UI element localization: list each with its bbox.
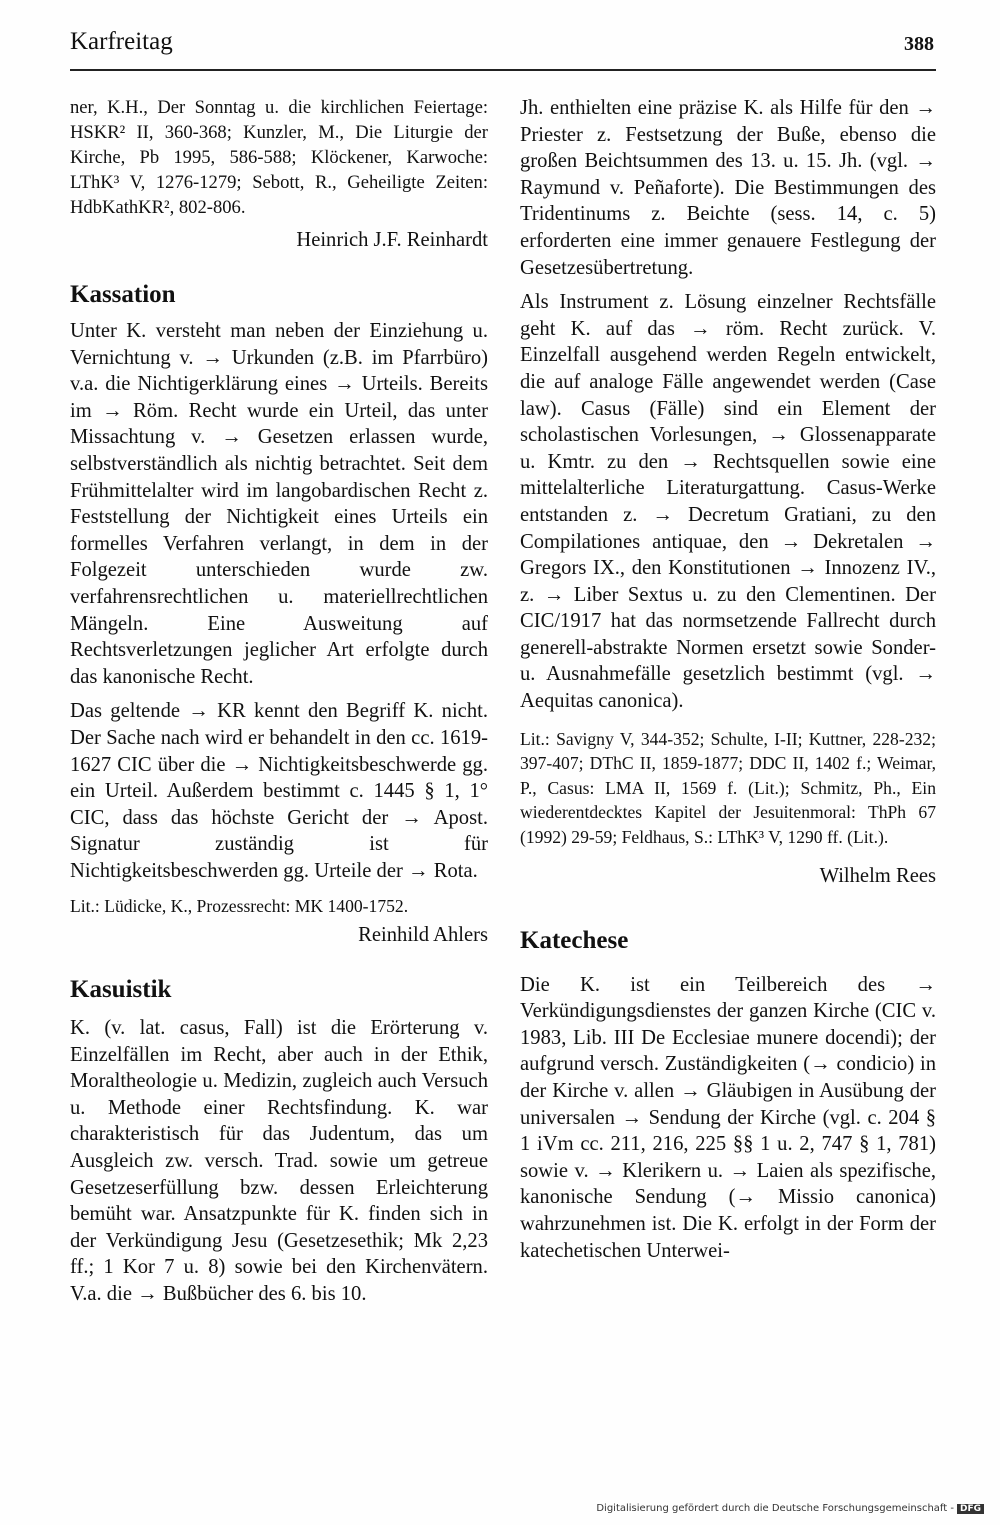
katechese-paragraph-1: Die K. ist ein Teilbereich des → Verkündigungsdienstes der ganzen Kirche (CIC v. 1983, Lib. III De Ecclesiae munere docendi); der aufgrund versch. Zuständigkeiten (→ condicio) in der Kirche v. allen → Gläubigen in Ausübung der universalen → Sendung der Kirche (vgl. c. 204 § 1 iVm cc. 211, 216, 225 §§ 1 u. 2, 747 § 1, 781) sowie v. → Klerikern u. → Laien als spezifische, kanonische Sendung (→ Missio canonica) wahrzunehmen ist. Die K. erfolgt in der Form der katechetischen Unterwei- xyxy=(520,973,936,1262)
running-head-title: Karfreitag xyxy=(70,28,173,55)
heading-katechese: Katechese xyxy=(520,926,629,954)
heading-kasuistik: Kasuistik xyxy=(70,976,172,1004)
kassation-paragraph-2: Das geltende → KR kennt den Begriff K. nicht. Der Sache nach wird er behandelt in den cc. 1619-1627 CIC über die → Nichtigkeitsbeschwerde gg. ein Urteil. Außerdem bestimmt c. 1445 § 1, 1° CIC, dass das höchste Gericht der → Apost. Signatur zuständig ist für Nichtigkeitsbeschwerden gg. Urteile der → Rota. xyxy=(70,700,488,882)
digitization-footer xyxy=(596,1503,984,1514)
kasuistik-paragraph-2: Als Instrument z. Lösung einzelner Rechtsfälle geht K. auf das → röm. Recht zurück. V. Einzelfall ausgehend werden Regeln entwickelt, die auf analoge Fälle angewendet werden (Case law). Casus (Fälle) sind ein Element der scholastischen Vorlesungen, → Glossenapparate u. Kmtr. zu den → Rechtsquellen sowie eine mittelalterliche Literaturgattung. Casus-Werke entstanden z. → Decretum Gratiani, zu den Compilationes antiquae, den → Dekretalen → Gregors IX., den Konstitutionen → Innozenz IV., z. → Liber Sextus u. zu den Clementinen. Der CIC/1917 hat das normsetzende Fallrecht durch generell-abstrakte Normen ersetzt sowie Sonder- u. Ausnahmefälle gesetzlich bestimmt (vgl. → Aequitas canonica). xyxy=(520,291,936,713)
page-number: 388 xyxy=(904,33,934,55)
footer-text: Digitalisierung gefördert durch die Deutsche Forschungsgemeinschaft - xyxy=(596,1503,954,1514)
right-column xyxy=(520,95,936,1264)
kasuistik-paragraph-1-start: K. (v. lat. casus, Fall) ist die Erörterung v. Einzelfällen im Recht, aber auch in der Ethik, Moraltheologie u. Medizin, zugleich auch Versuch u. Methode einer Rechtsfindung. K. war charakteristisch für das Judentum, das um Ausgleich zw. versch. Trad. sowie um getreue Gesetzeserfüllung bzw. dessen Erleichterung bemüht war. Ansatzpunkte für K. finden sich in der Verkündigung Jesu (Gesetzesethik; Mk 2,23 ff.; 1 Kor 7 u. 8) sowie bei den Kirchenvätern. V.a. die → Bußbücher des 6. bis 10. xyxy=(70,1017,488,1305)
kasuistik-author: Wilhelm Rees xyxy=(819,864,936,887)
kasuistik-paragraph-1-continued: Jh. enthielten eine präzise K. als Hilfe für den → Priester z. Festsetzung der Buße, ebenso die großen Beichtsummen des 13. u. 15. Jh. (vgl. → Raymund v. Peñaforte). Die Bestimmungen des Tridentinums z. Beichte (sess. 14, c. 5) erforderten eine immer genauere Festlegung der Gesetzesübertretung. xyxy=(520,97,936,279)
header-rule xyxy=(70,69,936,71)
kasuistik-literature: Lit.: Savigny V, 344-352; Schulte, I-II; Kuttner, 228-232; 397-407; DThC II, 1859-1877; DDC II, 1402 f.; Weimar, P., Casus: LMA II, 1569 f. (Lit.); Schmitz, Ph., Ein wiederentdecktes Kapitel der Jesuitenmoral: ThPh 67 (1992) 29-59; Feldhaus, S.: LThK³ V, 1290 ff. (Lit.). xyxy=(520,728,936,848)
karfreitag-literature: ner, K.H., Der Sonntag u. die kirchlichen Feiertage: HSKR² II, 360-368; Kunzler, M., Die Liturgie der Kirche, Pb 1995, 586-588; Klöckener, Karwoche: LThK³ V, 1276-1279; Sebott, R., Geheiligte Zeiten: HdbKathKR², 802-806. xyxy=(70,97,488,218)
heading-kassation: Kassation xyxy=(70,281,176,308)
kassation-literature: Lit.: Lüdicke, K., Prozessrecht: MK 1400-1752. xyxy=(70,896,409,917)
left-column xyxy=(70,95,488,1308)
karfreitag-author: Heinrich J.F. Reinhardt xyxy=(296,229,488,251)
running-header xyxy=(70,28,936,68)
kassation-author: Reinhild Ahlers xyxy=(358,924,488,947)
kassation-paragraph-1: Unter K. versteht man neben der Einziehung u. Vernichtung v. → Urkunden (z.B. im Pfarrbüro) v.a. die Nichtigerklärung eines → Urteils. Bereits im → Röm. Recht wurde ein Urteil, das unter Missachtung v. → Gesetzen erlassen wurde, selbstverständlich als nichtig betrachtet. Seit dem Frühmittelalter wird im langobardischen Recht z. Feststellung der Nichtigkeit eines Urteils ein formelles Verfahren verlangt, in dem in der Folgezeit unterschieden wurde zw. verfahrensrechtlichen u. materiellrechtlichen Mängeln. Eine Ausweitung auf Rechtsverletzungen jeglicher Art erfolgte durch das kanonische Recht. xyxy=(70,320,488,688)
dfg-logo: DFG xyxy=(957,1504,984,1514)
